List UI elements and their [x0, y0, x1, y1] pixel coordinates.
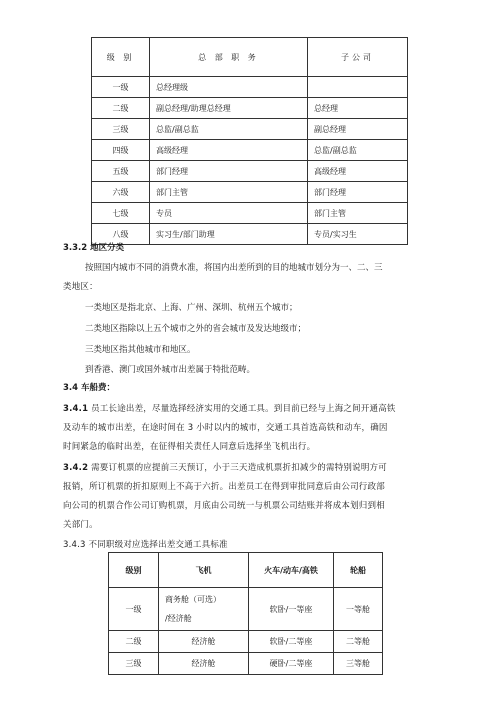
- table-row: [92, 224, 408, 245]
- level-cell: 七级: [92, 203, 150, 224]
- paragraph-line: 向公司的机票合作公司订购机票，月底由公司统一与机票公司结账并将成本划归到相: [63, 501, 385, 511]
- level-cell: 二级: [92, 98, 150, 119]
- level-cell: 一级: [109, 588, 159, 631]
- table-row: [92, 98, 408, 119]
- plane-option-economy: /经济舱: [165, 614, 192, 623]
- paragraph-line: 二类地区指除以上五个城市之外的省会城市及发达地级市；: [85, 324, 307, 334]
- hq-position-cell: 部门经理: [150, 161, 308, 182]
- level-cell: 二级: [109, 631, 159, 653]
- header-plane: 飞机: [159, 553, 249, 588]
- paragraph-line: 时间紧急的临时出差，在征得相关责任人同意后选择坐飞机出行。: [63, 442, 316, 452]
- train-cell: 硬卧/二等座: [249, 653, 334, 675]
- table-row: [92, 161, 408, 182]
- plane-cell: 经济舱: [159, 631, 249, 653]
- clause-number: 3.4.2: [63, 463, 89, 473]
- plane-cell: 经济舱: [159, 653, 249, 675]
- subsidiary-position-cell: [308, 77, 408, 98]
- header-hq-position: 总 部 职 务: [150, 38, 308, 77]
- table-row: [92, 203, 408, 224]
- level-cell: 六级: [92, 182, 150, 203]
- table-row: [109, 631, 383, 653]
- table-header-row: [92, 38, 408, 77]
- header-level: 级别: [109, 553, 159, 588]
- paragraph-line: 三类地区指其他城市和地区。: [85, 345, 196, 355]
- header-ship: 轮船: [334, 553, 383, 588]
- table-header-row: [109, 553, 383, 588]
- table-row: [92, 140, 408, 161]
- paragraph-line: 3.4.3 不同职级对应选择出差交通工具标准: [63, 540, 228, 550]
- ship-cell: 一等舱: [334, 588, 383, 631]
- paragraph-line: 按照国内城市不同的消费水准，将国内出差所到的目的地城市划分为一、二、三: [85, 263, 383, 273]
- subsidiary-position-cell: 部门经理: [308, 182, 408, 203]
- train-cell: 软卧/一等座: [249, 588, 334, 631]
- hq-position-cell: 副总经理/助理总经理: [150, 98, 308, 119]
- clause-number: 3.4.1: [63, 404, 89, 414]
- subsidiary-position-cell: 高级经理: [308, 161, 408, 182]
- level-cell: 三级: [109, 653, 159, 675]
- paragraph-line: [63, 402, 396, 414]
- ship-cell: 二等舱: [334, 631, 383, 653]
- job-grade-table: [91, 37, 408, 245]
- level-cell: 一级: [92, 77, 150, 98]
- plane-option-business: 商务舱（可选）: [165, 595, 221, 604]
- level-cell: 三级: [92, 119, 150, 140]
- hq-position-cell: 专员: [150, 203, 308, 224]
- subsidiary-position-cell: 专员/实习生: [308, 224, 408, 245]
- hq-position-cell: 总经理级: [150, 77, 308, 98]
- subsidiary-position-cell: 部门主管: [308, 203, 408, 224]
- section-heading-region-classification: 3.3.2 地区分类: [63, 243, 125, 253]
- clause-text: 员工长途出差，尽量选择经济实用的交通工具。到目前已经与上海之间开通高铁: [91, 404, 396, 414]
- clause-text: 需要订机票的应提前三天预订，小于三天造成机票折扣减少的需特别说明方可: [91, 463, 387, 473]
- paragraph-line: 及动车的城市出差，在途时间在 3 小时以内的城市，交通工具首选高铁和动车，确因: [63, 423, 388, 433]
- hq-position-cell: 高级经理: [150, 140, 308, 161]
- hq-position-cell: 实习生/部门助理: [150, 224, 308, 245]
- table-row: [92, 182, 408, 203]
- subsidiary-position-cell: 总监/副总监: [308, 140, 408, 161]
- transport-standard-table: [108, 552, 383, 675]
- table-row: [92, 77, 408, 98]
- paragraph-line: 报销，所订机票的折扣原则上不高于六折。出差员工在得到审批同意后由公司行政部: [63, 482, 385, 492]
- paragraph-line: 关部门。: [63, 520, 98, 530]
- hq-position-cell: 部门主管: [150, 182, 308, 203]
- plane-cell: [159, 588, 249, 631]
- paragraph-line: 类地区：: [63, 282, 98, 292]
- level-cell: 五级: [92, 161, 150, 182]
- train-cell: 软卧/二等座: [249, 631, 334, 653]
- level-cell: 四级: [92, 140, 150, 161]
- paragraph-line: 一类地区是指北京、上海、广州、深圳、杭州五个城市；: [85, 303, 298, 313]
- subsidiary-position-cell: 总经理: [308, 98, 408, 119]
- level-cell: 八级: [92, 224, 150, 245]
- header-train: 火车/动车/高铁: [249, 553, 334, 588]
- header-subsidiary: 子公司: [308, 38, 408, 77]
- ship-cell: 三等舱: [334, 653, 383, 675]
- hq-position-cell: 总监/副总监: [150, 119, 308, 140]
- paragraph-line: [63, 461, 387, 473]
- table-row: [109, 653, 383, 675]
- paragraph-line: 到香港、澳门或国外城市出差属于特批范畴。: [85, 365, 256, 375]
- table-row: [109, 588, 383, 631]
- section-heading-travel-fares: 3.4 车船费：: [63, 383, 116, 393]
- subsidiary-position-cell: 副总经理: [308, 119, 408, 140]
- header-level: 级 别: [92, 38, 150, 77]
- table-row: [92, 119, 408, 140]
